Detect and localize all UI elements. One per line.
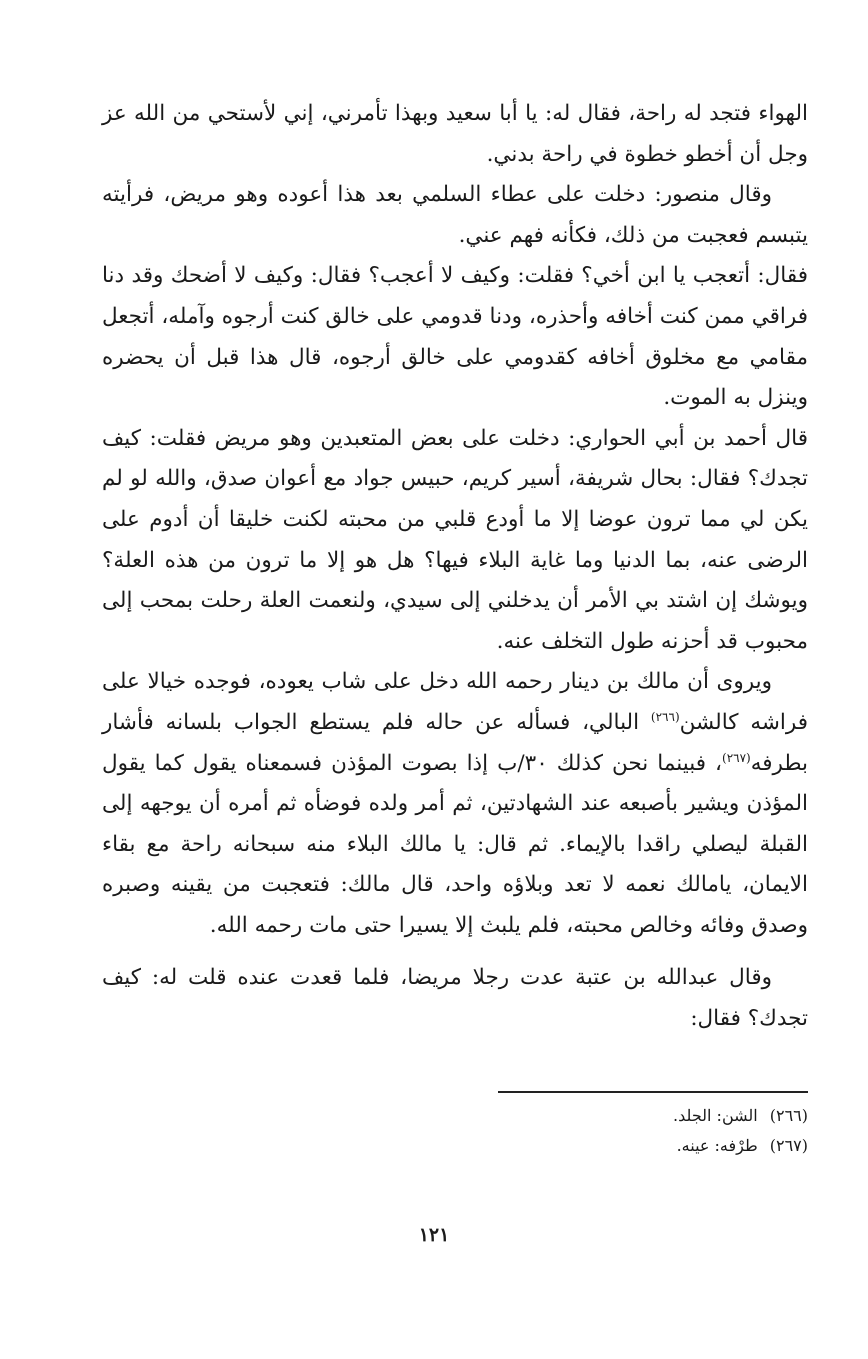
page-number: ١٢١ (418, 1224, 450, 1246)
paragraph-5-part-1: ويروى أن مالك بن دينار رحمه الله دخل على شاب يعوده، فوجده خيالا على فراشه كالشن (102, 669, 808, 735)
footnote-266 (498, 1101, 808, 1131)
paragraph-5-part-2: البالي، فسأله عن حاله فلم يستطع الجواب بلسانه فأشار بطرفه (102, 709, 809, 776)
footnote-text: الشن: الجلد. (673, 1106, 758, 1125)
paragraph-4: قال أحمد بن أبي الحواري: دخلت على بعض المتعبدين وهو مريض فقلت: كيف تجدك؟ فقال: بحال شريفة، أسير كريم، حبيس جواد مع أعوان صدق، والله لو لم يكن لي مما ترون عوضا إلا ما أودع قلبي من محبته لكنت خليقا أن أدوم على الرضى عنه، بما الدنيا وما غاية البلاء فيها؟ هل هو إلا ما ترون من هذه العلة؟ ويوشك إن اشتد بي الأمر أن يدخلني إلى سيدي، ولنعمت العلة رحلت بمحب إلى محبوب قد أحزنه طول التخلف عنه. (102, 425, 808, 654)
footnotes (498, 1101, 808, 1161)
paragraph-6: وقال عبدالله بن عتبة عدت رجلا مريضا، فلما قعدت عنده قلت له: كيف تجدك؟ فقال: (102, 965, 808, 1032)
footnote-ref-267[interactable]: (٢٦٧) (722, 750, 751, 765)
footnote-number: (٢٦٦) (769, 1106, 808, 1125)
paragraph-2: وقال منصور: دخلت على عطاء السلمي بعد هذا أعوده وهو مريض، فرأيته يتبسم فعجبت من ذلك، فكأنه فهم عني. (102, 182, 808, 248)
paragraph-1: الهواء فتجد له راحة، فقال له: يا أبا سعيد وبهذا تأمرني، إني لأستحي من الله عز وجل أن أخطو خطوة في راحة بدني. (102, 101, 808, 167)
paragraph-5 (102, 662, 808, 946)
paragraph-3: فقال: أتعجب يا ابن أخي؟ فقلت: وكيف لا أعجب؟ فقال: وكيف لا أضحك وقد دنا فراقي ممن كنت أخافه وأحذره، ودنا قدومي على خالق كنت أرجوه وآمله، أتجعل مقامي مع مخلوق أخافه كقدومي على خالق أرجوه، قال هذا قبل أن يحضره وينزل به الموت. (102, 263, 808, 411)
main-text (102, 94, 808, 1040)
footnote-number: (٢٦٧) (769, 1136, 808, 1155)
footnote-267 (498, 1131, 808, 1161)
paragraph-5-part-3: ، فبينما نحن كذلك ٣٠/ب إذا بصوت المؤذن فسمعناه يقول كما يقول المؤذن ويشير بأصبعه عند الشهادتين، ثم أمر ولده فوضأه ثم أمره أن يوجهه إلى القبلة ليصلي راقدا بالإيماء. ثم قال: يا مالك البلاء منه سبحانه راحة مع بقاء الايمان، يامالك نعمه لا تعد وبلاؤه واحد، قال مالك: فتعجبت من يقينه وصبره وصدق وفائه وخالص محبته، فلم يلبث إلا يسيرا حتى مات رحمه الله. (102, 750, 808, 938)
footnote-separator (498, 1091, 808, 1093)
footnote-text: طرْفه: عينه. (676, 1136, 758, 1155)
footnote-ref-266[interactable]: (٢٦٦) (650, 709, 680, 724)
